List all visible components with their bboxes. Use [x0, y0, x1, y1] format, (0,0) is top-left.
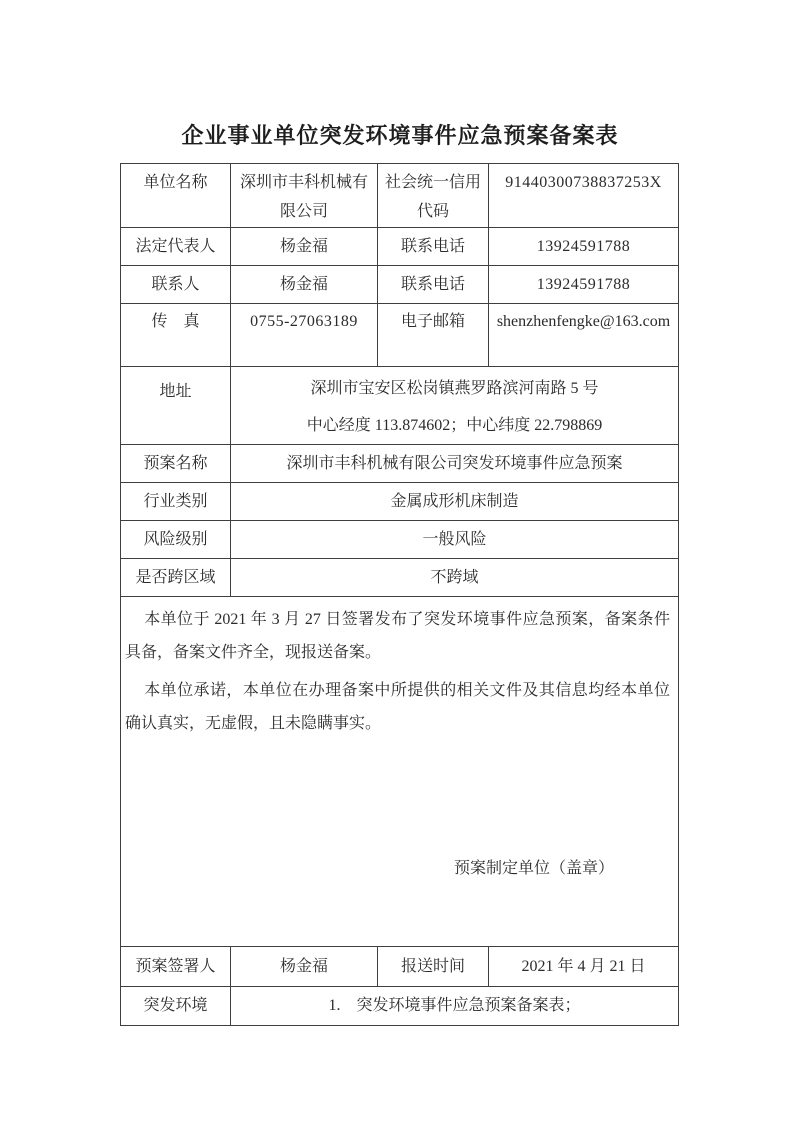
contact-person-label: 联系人: [121, 266, 231, 304]
plan-name-label: 预案名称: [121, 445, 231, 483]
unit-name-value: 深圳市丰科机械有限公司: [231, 164, 378, 228]
attachment-item-1: 1. 突发环境事件应急预案备案表；: [231, 987, 679, 1026]
contact-person-value: 杨金福: [231, 266, 378, 304]
stamp-line: 预案制定单位（盖章）: [453, 860, 614, 877]
address-line: 深圳市宝安区松岗镇燕罗路滨河南路 5 号: [310, 380, 599, 397]
table-row: [121, 521, 679, 559]
email-value: shenzhenfengke@163.com: [489, 304, 679, 367]
table-row: [121, 367, 679, 445]
declaration-text: [125, 603, 670, 740]
declaration-cell: [121, 597, 679, 947]
plan-name-value: 深圳市丰科机械有限公司突发环境事件应急预案: [231, 445, 679, 483]
coordinates-line: 中心经度 113.874602；中心纬度 22.798869: [306, 417, 603, 434]
fax-value: 0755-27063189: [231, 304, 378, 367]
declaration-row: [121, 597, 679, 947]
table-row: [121, 559, 679, 597]
attachment-section-label: 突发环境: [121, 987, 231, 1026]
contact-phone-value: 13924591788: [489, 266, 679, 304]
contact-phone-label: 联系电话: [378, 266, 489, 304]
address-value: [231, 367, 679, 445]
submit-time-label: 报送时间: [378, 947, 489, 987]
table-row: [121, 304, 679, 367]
cross-region-label: 是否跨区域: [121, 559, 231, 597]
risk-level-value: 一般风险: [231, 521, 679, 559]
risk-level-label: 风险级别: [121, 521, 231, 559]
submit-time-value: 2021 年 4 月 21 日: [489, 947, 679, 987]
table-row: [121, 266, 679, 304]
table-row: [121, 228, 679, 266]
table-row: [121, 483, 679, 521]
phone-value: 13924591788: [489, 228, 679, 266]
table-row: [121, 445, 679, 483]
industry-category-label: 行业类别: [121, 483, 231, 521]
page-title: 企业事业单位突发环境事件应急预案备案表: [181, 123, 619, 148]
credit-code-value: 91440300738837253X: [489, 164, 679, 228]
table-row: [121, 164, 679, 228]
table-row: [121, 947, 679, 987]
plan-signer-label: 预案签署人: [121, 947, 231, 987]
unit-name-label: 单位名称: [121, 164, 231, 228]
legal-representative-value: 杨金福: [231, 228, 378, 266]
credit-code-label: 社会统一信用代码: [378, 164, 489, 228]
address-label: 地址: [121, 367, 231, 445]
declaration-paragraph-2: 本单位承诺，本单位在办理备案中所提供的相关文件及其信息均经本单位确认真实，无虚假，且未隐瞒事实。: [125, 682, 670, 732]
industry-category-value: 金属成形机床制造: [231, 483, 679, 521]
table-row: [121, 987, 679, 1026]
fax-label: 传 真: [121, 304, 231, 367]
plan-signer-value: 杨金福: [231, 947, 378, 987]
filing-form-table: [120, 163, 679, 1026]
declaration-paragraph-1: 本单位于 2021 年 3 月 27 日签署发布了突发环境事件应急预案，备案条件具备，备案文件齐全，现报送备案。: [125, 611, 670, 661]
legal-representative-label: 法定代表人: [121, 228, 231, 266]
cross-region-value: 不跨域: [231, 559, 679, 597]
email-label: 电子邮箱: [378, 304, 489, 367]
phone-label: 联系电话: [378, 228, 489, 266]
